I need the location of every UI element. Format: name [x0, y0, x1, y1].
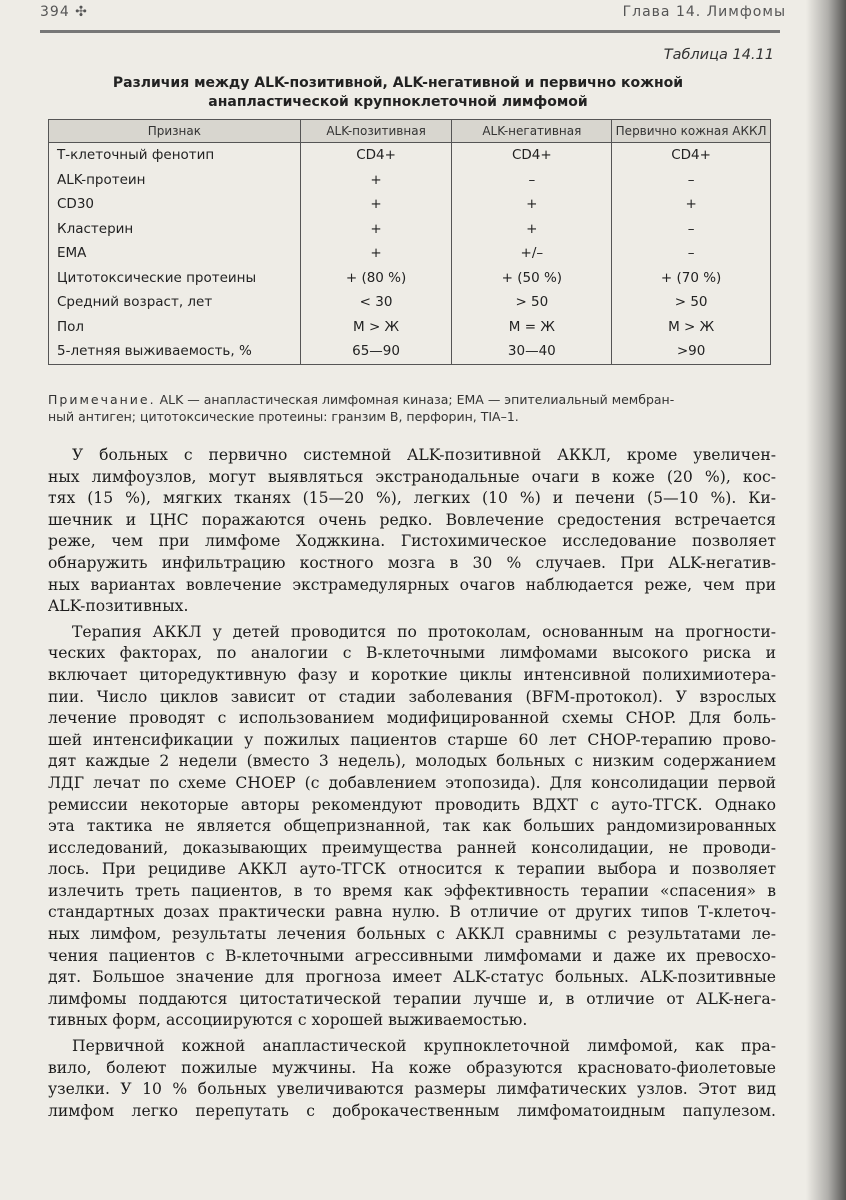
- table-row: [49, 315, 771, 340]
- paragraph-line: исследований, доказывающих преимущества ранней консолидации, не проводи-: [48, 838, 776, 857]
- column-header: Первично кожная АККЛ: [612, 120, 771, 143]
- paragraph-line: ных вариантах вовлечение экстрамедулярных очагов наблюдается реже, чем при: [48, 575, 776, 594]
- paragraph-line: лечение проводят с использованием модифицированной схемы CHOP. Для боль-: [48, 709, 776, 728]
- value-cell: > 50: [452, 290, 612, 315]
- table-row: [49, 339, 771, 364]
- value-cell: + (80 %): [300, 266, 452, 291]
- comparison-table: [48, 119, 771, 365]
- table-row: [49, 168, 771, 193]
- paragraph-line: ALK-позитивных.: [48, 597, 189, 616]
- value-cell: M > Ж: [612, 315, 771, 340]
- paragraph-line: реже, чем при лимфоме Ходжкина. Гистохимическое исследование позволяет: [48, 532, 776, 551]
- paragraph-line: включает циторедуктивную фазу и короткие циклы интенсивной полихимиотера-: [48, 665, 776, 684]
- column-header: ALK-негативная: [452, 120, 612, 143]
- paragraph-line: излечить треть пациентов, в то время как эффективность терапии «спасения» в: [48, 881, 776, 900]
- table-row: [49, 290, 771, 315]
- value-cell: +/–: [452, 241, 612, 266]
- feature-cell: CD30: [49, 192, 301, 217]
- table-header-row: [49, 120, 771, 143]
- table-note: [48, 391, 773, 425]
- feature-cell: Пол: [49, 315, 301, 340]
- note-line: ный антиген; цитотоксические протеины: гранзим B, перфорин, TIA–1.: [48, 409, 519, 424]
- paragraph-line: Первичной кожной анапластической крупноклеточной лимфомой, как пра-: [72, 1037, 776, 1056]
- value-cell: +: [300, 192, 452, 217]
- book-gutter-shadow: [806, 0, 846, 1200]
- paragraph-line: эта тактика не является общепризнанной, так как больших рандомизированных: [48, 817, 776, 836]
- paragraph-line: шечник и ЦНС поражаются очень редко. Вовлечение средостения встречается: [48, 510, 776, 529]
- table-row: [49, 241, 771, 266]
- value-cell: > 50: [612, 290, 771, 315]
- paragraph-line: лимфомы поддаются цитостатической терапии лучше и, в отличие от ALK-нега-: [48, 989, 776, 1008]
- table-title-line: Различия между ALK-позитивной, ALK-негативной и первично кожной: [112, 75, 684, 91]
- paragraph-line: Терапия АККЛ у детей проводится по протоколам, основанным на прогности-: [72, 622, 776, 641]
- value-cell: +: [452, 217, 612, 242]
- note-label: Примечание.: [48, 392, 156, 407]
- value-cell: –: [612, 217, 771, 242]
- running-head: [40, 4, 786, 26]
- value-cell: CD4+: [612, 143, 771, 168]
- column-header: ALK-позитивная: [300, 120, 452, 143]
- feature-cell: Цитотоксические протеины: [49, 266, 301, 291]
- table-number: Таблица 14.11: [663, 47, 774, 63]
- value-cell: +: [300, 168, 452, 193]
- value-cell: CD4+: [300, 143, 452, 168]
- value-cell: >90: [612, 339, 771, 364]
- feature-cell: Средний возраст, лет: [49, 290, 301, 315]
- value-cell: +: [612, 192, 771, 217]
- header-rule: [40, 30, 780, 33]
- value-cell: –: [612, 241, 771, 266]
- value-cell: +: [300, 217, 452, 242]
- value-cell: M = Ж: [452, 315, 612, 340]
- feature-cell: Кластерин: [49, 217, 301, 242]
- paragraph-line: пии. Число циклов зависит от стадии заболевания (BFM-протокол). У взрослых: [48, 687, 776, 706]
- body-text: [48, 445, 776, 1122]
- table-title: [48, 74, 748, 112]
- paragraph-line: шей интенсификации у пожилых пациентов старше 60 лет CHOP-терапию прово-: [48, 730, 776, 749]
- paragraph-line: лось. При рецидиве АККЛ ауто-ТГСК относится к терапии выбора и позволяет: [48, 860, 776, 879]
- paragraph-line: вило, болеют пожилые мужчины. На коже образуются красновато-фиолетовые: [48, 1058, 776, 1077]
- value-cell: CD4+: [452, 143, 612, 168]
- value-cell: + (50 %): [452, 266, 612, 291]
- page-number: 394 ✣: [40, 4, 88, 20]
- table-title-line: анапластической крупноклеточной лимфомой: [208, 94, 588, 110]
- paragraph-line: чения пациентов с В-клеточными агрессивными лимфомами и даже их превосхо-: [48, 946, 776, 965]
- paragraph-line: ных лимфом, результаты лечения больных с АККЛ сравнимы с результатами ле-: [48, 925, 776, 944]
- feature-cell: 5-летняя выживаемость, %: [49, 339, 301, 364]
- paragraph-line: дят каждые 2 недели (вместо 3 недель), молодых больных с низким содержанием: [48, 752, 776, 771]
- paragraph-line: ремиссии некоторые авторы рекомендуют проводить ВДХТ с ауто-ТГСК. Однако: [48, 795, 776, 814]
- feature-cell: Т-клеточный фенотип: [49, 143, 301, 168]
- paragraph-line: дят. Большое значение для прогноза имеет ALK-статус больных. ALK-позитивные: [48, 968, 776, 987]
- value-cell: 65—90: [300, 339, 452, 364]
- paragraph-line: обнаружить инфильтрацию костного мозга в 30 % случаев. При ALK-негатив-: [48, 553, 776, 572]
- value-cell: M > Ж: [300, 315, 452, 340]
- paragraph-line: У больных с первично системной ALK-позитивной АККЛ, кроме увеличен-: [72, 446, 776, 464]
- value-cell: –: [452, 168, 612, 193]
- value-cell: + (70 %): [612, 266, 771, 291]
- chapter-title: Глава 14. Лимфомы: [622, 4, 786, 20]
- column-header: Признак: [49, 120, 301, 143]
- paragraph-line: тях (15 %), мягких тканях (15—20 %), легких (10 %) и печени (5—10 %). Ки-: [48, 489, 776, 508]
- paragraph-line: лимфом легко перепутать с доброкачественным лимфоматоидным папулезом.: [48, 1101, 776, 1120]
- paragraph-line: ных лимфоузлов, могут выявляться экстранодальные очаги в коже (20 %), кос-: [48, 467, 776, 486]
- paragraph-line: узелки. У 10 % больных увеличиваются размеры лимфатических узлов. Этот вид: [48, 1080, 776, 1099]
- table-row: [49, 192, 771, 217]
- paragraph-line: ЛДГ лечат по схеме CHOEP (с добавлением этопозида). Для консолидации первой: [48, 773, 776, 792]
- value-cell: –: [612, 168, 771, 193]
- value-cell: 30—40: [452, 339, 612, 364]
- paragraph-line: ческих факторах, по аналогии с В-клеточными лимфомами высокого риска и: [48, 644, 776, 663]
- paragraph-line: стандартных дозах практически равна нулю. В отличие от других типов Т-клеточ-: [48, 903, 776, 922]
- table-row: [49, 266, 771, 291]
- value-cell: < 30: [300, 290, 452, 315]
- note-line: [48, 391, 773, 408]
- table-row: [49, 217, 771, 242]
- note-text: ALK — анапластическая лимфомная киназа; EMA — эпителиальный мембран-: [159, 392, 675, 407]
- value-cell: +: [452, 192, 612, 217]
- table-row: [49, 143, 771, 168]
- feature-cell: EMA: [49, 241, 301, 266]
- value-cell: +: [300, 241, 452, 266]
- feature-cell: ALK-протеин: [49, 168, 301, 193]
- paragraph-line: тивных форм, ассоциируются с хорошей выживаемостью.: [48, 1011, 528, 1030]
